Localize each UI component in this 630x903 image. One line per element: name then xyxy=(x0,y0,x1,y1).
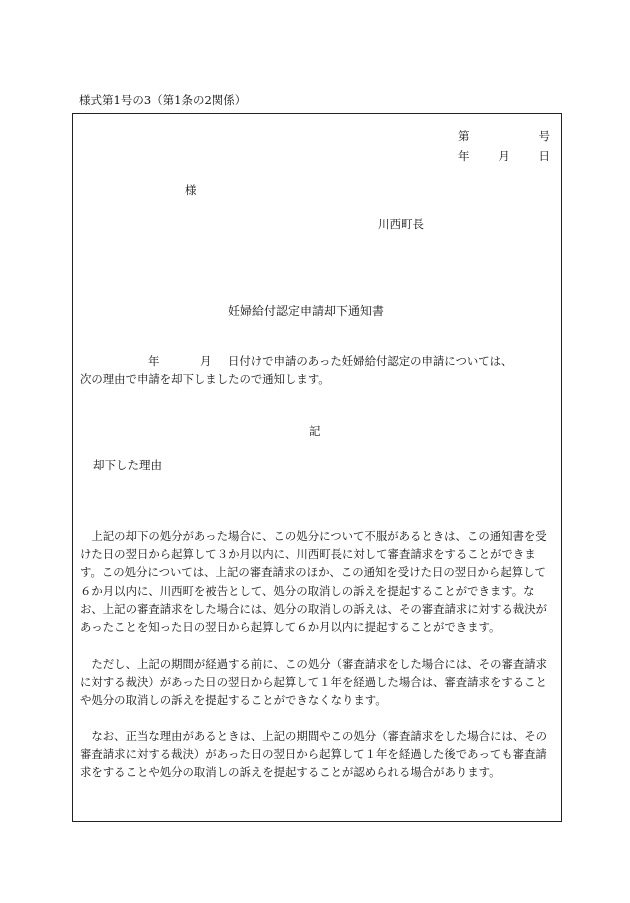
appeal-paragraph-2: ただし、上記の期間が経過する前に、この処分（審査請求をした場合には、その審査請求に対する裁決）があった日の翌日から起算して１年を経過した場合は、審査請求をすることや処分の取消しの訴えを提起することができなくなります。 xyxy=(80,657,548,708)
ki-heading: 記 xyxy=(309,424,321,438)
document-title: 妊婦給付認定申請却下通知書 xyxy=(228,304,385,318)
form-number-label: 様式第1号の3（第1条の2関係） xyxy=(79,93,247,107)
body-year: 年 xyxy=(148,354,160,368)
body-line-2: 次の理由で申請を却下しましたので通知します。 xyxy=(80,372,330,386)
body-month: 月 xyxy=(200,354,212,368)
number-suffix: 号 xyxy=(538,129,550,143)
addressee-honorific: 様 xyxy=(185,183,197,197)
number-prefix: 第 xyxy=(458,129,470,143)
date-month: 月 xyxy=(498,149,510,163)
notice-body xyxy=(80,352,556,388)
issuer-name: 川西町長 xyxy=(378,217,424,231)
body-rest-line1: 日付けで申請のあった妊婦給付認定の申請については、 xyxy=(228,354,513,368)
rejection-reason-label: 却下した理由 xyxy=(93,458,162,472)
appeal-paragraph-1: 上記の却下の処分があった場合に、この処分について不服があるときは、この通知書を受けた日の翌日から起算して３か月以内に、川西町長に対して審査請求をすることができます。この処分については、上記の審査請求のほか、この通知を受けた日の翌日から起算して６か月以内に、川西町を被告として、処分の取消しの訴えを提起することができます。なお、上記の審査請求をした場合には、処分の取消しの訴えは、その審査請求に対する裁決があったことを知った日の翌日から起算して６か月以内に提起することができます。 xyxy=(80,529,548,635)
document-number-line xyxy=(458,131,550,143)
date-day: 日 xyxy=(538,149,550,163)
date-year: 年 xyxy=(458,149,470,163)
issue-date-line xyxy=(458,151,550,163)
appeal-paragraph-3: なお、正当な理由があるときは、上記の期間やこの処分（審査請求をした場合には、その審査請求に対する裁決）があった日の翌日から起算して１年を経過した後であっても審査請求をすることや処分の取消しの訴えを提起することが認められる場合があります。 xyxy=(80,729,548,780)
body-line-1 xyxy=(80,352,556,370)
